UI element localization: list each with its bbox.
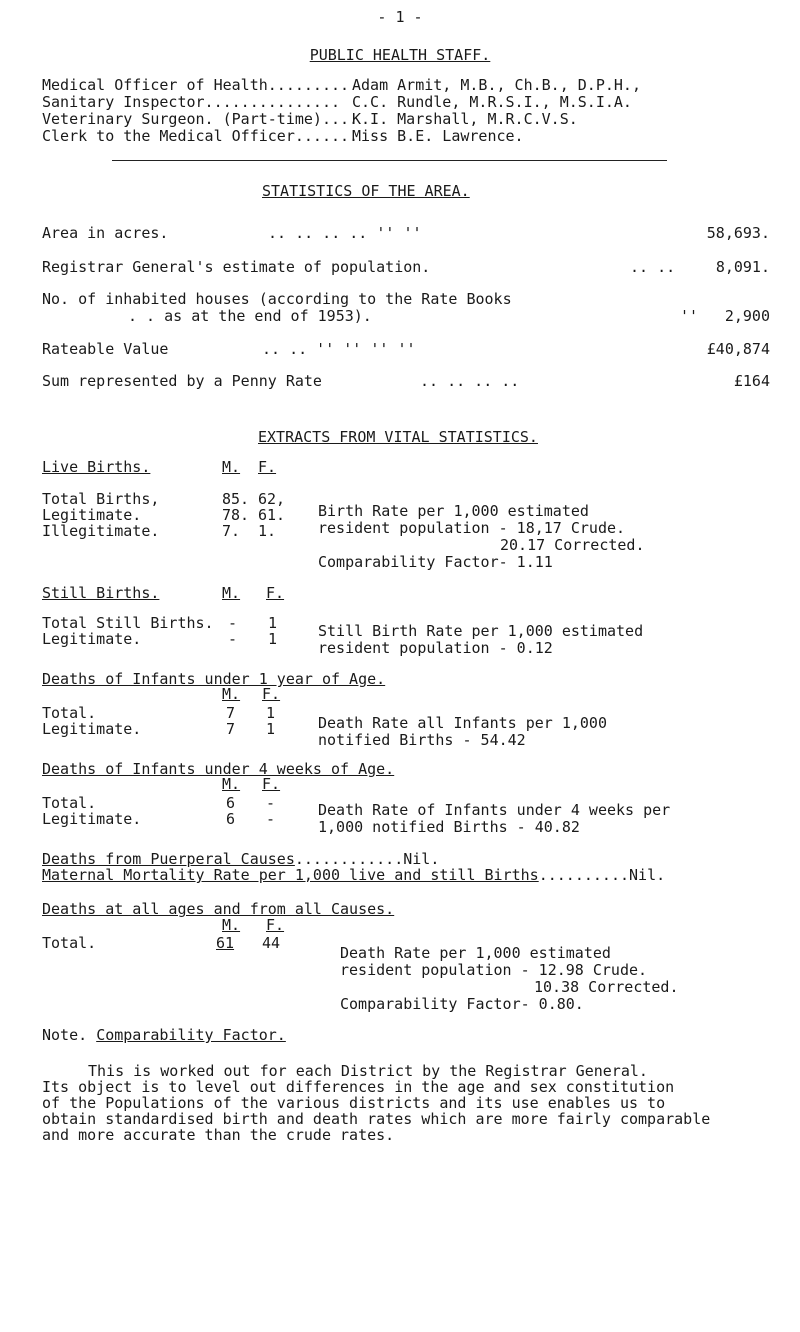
area-leader-dots: .. .. .. .. '' '' [268,224,422,242]
note-paragraph-line: of the Populations of the various districts and its use enables us to [42,1094,666,1112]
penny-rate-label: Sum represented by a Penny Rate [42,372,322,390]
death-rate-note: Death Rate per 1,000 estimated [340,944,611,962]
row-label: Illegitimate. [42,522,160,540]
birth-rate-note: 20.17 Corrected. [500,536,645,554]
staff-name: Miss B.E. Lawrence. [352,127,524,145]
population-value: 8,091. [715,258,770,276]
birth-rate-note: Comparability Factor- 1.11 [318,553,553,571]
infant-4w-death-rate-note: 1,000 notified Births - 40.82 [318,818,580,836]
houses-label-continued: . . as at the end of 1953). [128,307,372,325]
vital-heading: EXTRACTS FROM VITAL STATISTICS. [258,428,538,446]
stats-heading: STATISTICS OF THE AREA. [262,182,470,200]
live-births-title: Live Births. [42,458,151,476]
col-f-header: F. [262,685,281,703]
penny-rate-leader-dots: .. .. .. .. [420,372,520,390]
maternal-mortality-value: Nil. [629,866,666,884]
cell-m: 61 [216,934,235,952]
col-f-header: F. [266,916,285,934]
houses-value: 2,900 [724,307,770,325]
page-heading: PUBLIC HEALTH STAFF. [309,46,491,64]
cell-f: - [266,794,276,812]
still-birth-rate-note: Still Birth Rate per 1,000 estimated [318,622,644,640]
cell-m: 7 [226,704,236,722]
infant-deaths-title: Deaths of Infants under 1 year of Age. [42,670,386,688]
row-label: Total. [42,794,97,812]
cell-m: 7. [222,522,241,540]
houses-label: No. of inhabited houses (according to the Rate Books [42,290,512,308]
still-births-title: Still Births. [42,584,160,602]
cell-f: 1 [266,704,276,722]
staff-role: Clerk to the Medical Officer....... [42,127,359,145]
staff-name: K.I. Marshall, M.R.C.V.S. [352,110,578,128]
still-birth-rate-note: resident population - 0.12 [318,639,553,657]
col-m-header: M. [222,584,241,602]
death-rate-note: Comparability Factor- 0.80. [340,995,584,1013]
infant-death-rate-note: Death Rate all Infants per 1,000 [318,714,607,732]
cell-m: 85. [222,490,250,508]
col-f-header: F. [258,458,277,476]
puerperal-deaths-label: Deaths from Puerperal Causes [42,850,295,868]
maternal-mortality-label: Maternal Mortality Rate per 1,000 live and still Births [42,866,539,884]
cell-f: 1 [268,630,278,648]
cell-f: - [266,810,276,828]
col-m-header: M. [222,775,241,793]
infant-death-rate-note: notified Births - 54.42 [318,731,526,749]
death-rate-note: resident population - 12.98 Crude. [340,961,648,979]
note-paragraph-line: Its object is to level out differences in the age and sex constitution [42,1078,675,1096]
col-f-header: F. [262,775,281,793]
puerperal-deaths-value: Nil. [403,850,440,868]
row-label: Total Still Births. [42,614,214,632]
row-label: Legitimate. [42,720,142,738]
note-heading [42,1026,286,1045]
rateable-value-label: Rateable Value [42,340,169,358]
cell-m: 6 [226,794,236,812]
cell-f: 1 [268,614,278,632]
col-m-header: M. [222,458,241,476]
cell-f: 62, [258,490,286,508]
houses-leader-dots: '' [680,307,699,325]
cell-m: - [228,614,238,632]
staff-role: Veterinary Surgeon. (Part-time).... [42,110,359,128]
cell-m: - [228,630,238,648]
cell-f: 1 [266,720,276,738]
staff-name: Adam Armit, M.B., Ch.B., D.P.H., [352,76,641,94]
col-f-header: F. [266,584,285,602]
infant-deaths-4w-title: Deaths of Infants under 4 weeks of Age. [42,760,395,778]
cell-m: 7 [226,720,236,738]
col-m-header: M. [222,685,241,703]
staff-role: Sanitary Inspector............... [42,93,341,111]
cell-m: 78. [222,506,250,524]
population-label: Registrar General's estimate of population. [42,258,431,276]
col-m-header: M. [222,916,241,934]
staff-name: C.C. Rundle, M.R.S.I., M.S.I.A. [352,93,632,111]
divider [112,160,667,161]
cell-m: 6 [226,810,236,828]
row-label: Legitimate. [42,506,142,524]
cell-f: 1. [258,522,277,540]
penny-rate-value: £164 [733,372,770,390]
death-rate-note: 10.38 Corrected. [534,978,679,996]
page-number: - 1 - [377,8,423,26]
rateable-value: £40,874 [706,340,770,358]
birth-rate-note: Birth Rate per 1,000 estimated [318,502,589,520]
staff-role: Medical Officer of Health......... [42,76,350,94]
all-deaths-title: Deaths at all ages and from all Causes. [42,900,395,918]
population-leader-dots: .. .. [630,258,676,276]
birth-rate-note: resident population - 18,17 Crude. [318,519,626,537]
area-label: Area in acres. [42,224,169,242]
row-label: Total. [42,704,97,722]
maternal-mortality-row [42,866,665,885]
cell-f: 44 [262,934,281,952]
area-value: 58,693. [706,224,770,242]
row-label: Total. [42,934,97,952]
puerperal-leader-dots: ............ [294,850,404,868]
cell-f: 61. [258,506,286,524]
note-title: Comparability Factor. [96,1026,286,1044]
rateable-value-leader-dots: .. .. '' '' '' '' [262,340,416,358]
maternal-leader-dots: .......... [538,866,630,884]
note-paragraph-line: This is worked out for each District by the Registrar General. [88,1062,648,1080]
note-label: Note. [42,1026,88,1044]
note-paragraph-line: and more accurate than the crude rates. [42,1126,395,1144]
row-label: Legitimate. [42,810,142,828]
infant-4w-death-rate-note: Death Rate of Infants under 4 weeks per [318,801,671,819]
row-label: Legitimate. [42,630,142,648]
row-label: Total Births, [42,490,160,508]
note-paragraph-line: obtain standardised birth and death rates which are more fairly comparable [42,1110,711,1128]
